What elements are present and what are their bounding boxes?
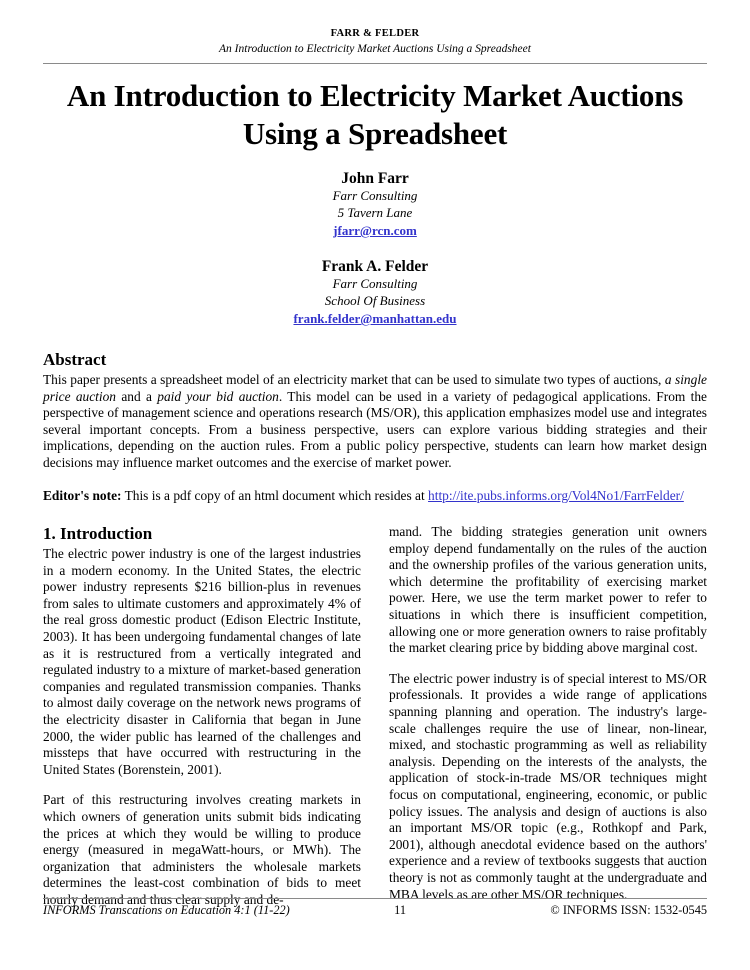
body-columns xyxy=(43,524,707,908)
column-right xyxy=(389,524,707,908)
author-list xyxy=(43,169,707,328)
abstract-body xyxy=(43,372,707,472)
abstract-italic-single-price-auction: a single price auction xyxy=(43,372,707,404)
abstract-italic-paid-your-bid-auction: paid your bid auction xyxy=(157,388,279,404)
page-content xyxy=(43,0,707,909)
paragraph: The electric power industry is of special interest to MS/OR professionals. It provides a wide range of applications spanning planning and operation. The industry's large-scale challenges require the use of linear, non-linear, mixed, and stochastic programming as well as reliability analysis. Depending on the interests of the analysts, the application of stock-in-trade MS/OR techniques might focus on computational, engineering, economic, or public policy issues. The analysis and design of auctions is also an important MS/OR topic (e.g., Rothkopf and Park, 2001), although anecdotal evidence based on the authors' experience and a review of textbooks suggests that auction theory is not as commonly taught at the undergraduate and MBA levels as are other MS/OR techniques. xyxy=(389,670,707,902)
abstract-section xyxy=(43,349,707,472)
author-affiliation: Farr Consulting xyxy=(332,276,418,291)
running-head-title: An Introduction to Electricity Market Auctions Using a Spreadsheet xyxy=(219,43,531,55)
running-head-authors: FARR & FELDER xyxy=(330,28,420,39)
author-address: 5 Tavern Lane xyxy=(337,204,413,220)
page-footer xyxy=(43,898,707,918)
author-block-1 xyxy=(43,169,707,240)
paragraph: The electric power industry is one of the largest industries in a modern economy. In the United States, the electric power industry represents $216 billion-plus in revenues from sales to ultimate customers and approximately 4% of the real gross domestic product (Edison Electric Institute, 2003). It has been undergoing fundamental changes of late as it is restructured from a vertically integrated and regulated industry to a mixture of market-based generation companies and regulated transmission companies. Thanks to almost daily coverage on the network news programs of the electricity disaster in California that began in June 2000, the wider public has learned of the challenges and missteps that have occurred with restructuring in the United States (Borenstein, 2001). xyxy=(43,546,361,777)
editors-note-url-link[interactable]: http://ite.pubs.informs.org/Vol4No1/FarrFelder/ xyxy=(428,487,684,503)
abstract-heading: Abstract xyxy=(43,350,107,369)
paragraph: Part of this restructuring involves creating markets in which owners of generation units submit bids indicating the prices at which they would be willing to produce energy (measured in megaWatt-hours, or MWh). The organization that administers the wholesale markets determines the least-cost combination of bids to meet hourly demand and thus clear supply and de- xyxy=(43,792,361,907)
author-affiliation: Farr Consulting xyxy=(332,188,418,203)
paragraph: mand. The bidding strategies generation unit owners employ depend fundamentally on the rules of the auction and the ownership profiles of the various generation units, which determine the profitability of exercising market power. Here, we use the term market power to refer to situations in which there is insufficient competition, allowing one or more generation owners to raise profitably the market clearing price by bidding above marginal cost. xyxy=(389,524,707,656)
author-name: John Farr xyxy=(341,170,409,187)
editors-note xyxy=(43,487,707,505)
editors-note-label: Editor's note: xyxy=(43,487,122,503)
abstract-text-part3: . This model can be used in a variety of pedagogical applications. From the perspective of management science and operations research (MS/OR), this application emphasizes model use and integrates several important concepts. From a business perspective, users can explore various bidding strategies and their implications, depending on the auction rules. From a public policy perspective, students can learn how market design decisions may influence market outcomes and the exercise of market power. xyxy=(43,388,708,470)
abstract-text-part2: and a xyxy=(116,388,158,404)
editors-note-text: This is a pdf copy of an html document which resides at xyxy=(121,487,429,503)
author-email-link[interactable]: frank.felder@manhattan.edu xyxy=(293,311,457,326)
page-title: An Introduction to Electricity Market Auctions Using a Spreadsheet xyxy=(66,78,684,151)
author-address: School Of Business xyxy=(324,292,426,308)
running-head xyxy=(43,0,707,57)
footer-page-number: 11 xyxy=(394,903,406,917)
author-block-2 xyxy=(43,257,707,328)
abstract-text-part1: This paper presents a spreadsheet model of an electricity market that can be used to simulate two types of auctions, xyxy=(43,372,665,387)
footer-copyright: © INFORMS ISSN: 1532-0545 xyxy=(550,903,707,917)
author-name: Frank A. Felder xyxy=(321,258,429,275)
footer-row xyxy=(43,902,707,918)
column-left xyxy=(43,524,361,908)
header-divider xyxy=(43,63,707,64)
footer-journal-info: INFORMS Transcations on Education 4:1 (11-22) xyxy=(43,903,290,917)
introduction-heading: 1. Introduction xyxy=(43,524,153,544)
footer-divider xyxy=(43,898,707,899)
author-email-link[interactable]: jfarr@rcn.com xyxy=(333,223,417,238)
